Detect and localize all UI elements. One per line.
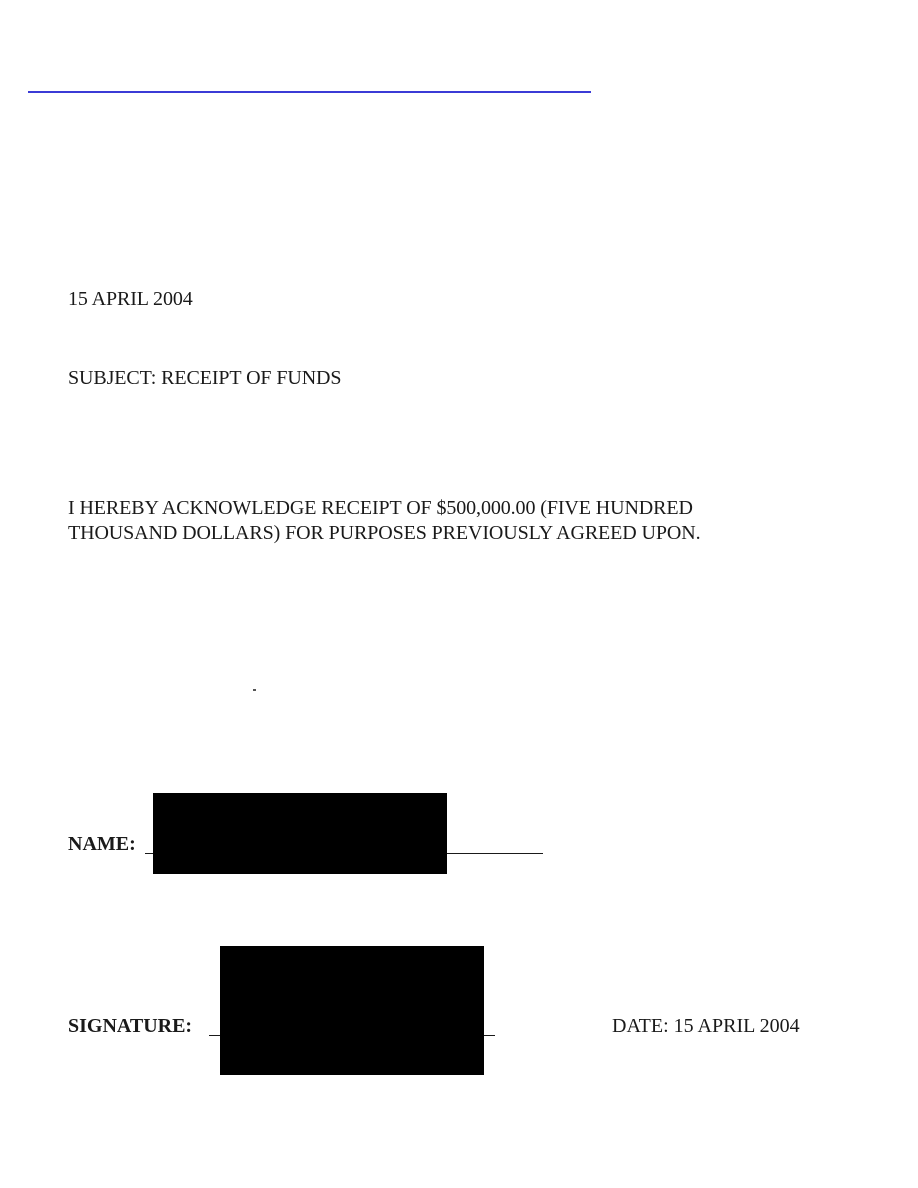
document-date: 15 APRIL 2004	[68, 288, 193, 310]
top-horizontal-rule	[28, 91, 591, 93]
body-paragraph	[68, 496, 848, 546]
body-line: THOUSAND DOLLARS) FOR PURPOSES PREVIOUSLY AGREED UPON.	[68, 522, 701, 544]
signature-redaction-block	[220, 946, 484, 1075]
signature-date-field: DATE: 15 APRIL 2004	[612, 1015, 800, 1037]
name-redaction-block	[153, 793, 447, 874]
scan-speck	[253, 689, 256, 691]
name-label: NAME:	[68, 833, 136, 855]
document-subject: SUBJECT: RECEIPT OF FUNDS	[68, 367, 342, 389]
body-line: I HEREBY ACKNOWLEDGE RECEIPT OF $500,000.00 (FIVE HUNDRED	[68, 497, 693, 519]
signature-label: SIGNATURE:	[68, 1015, 193, 1037]
